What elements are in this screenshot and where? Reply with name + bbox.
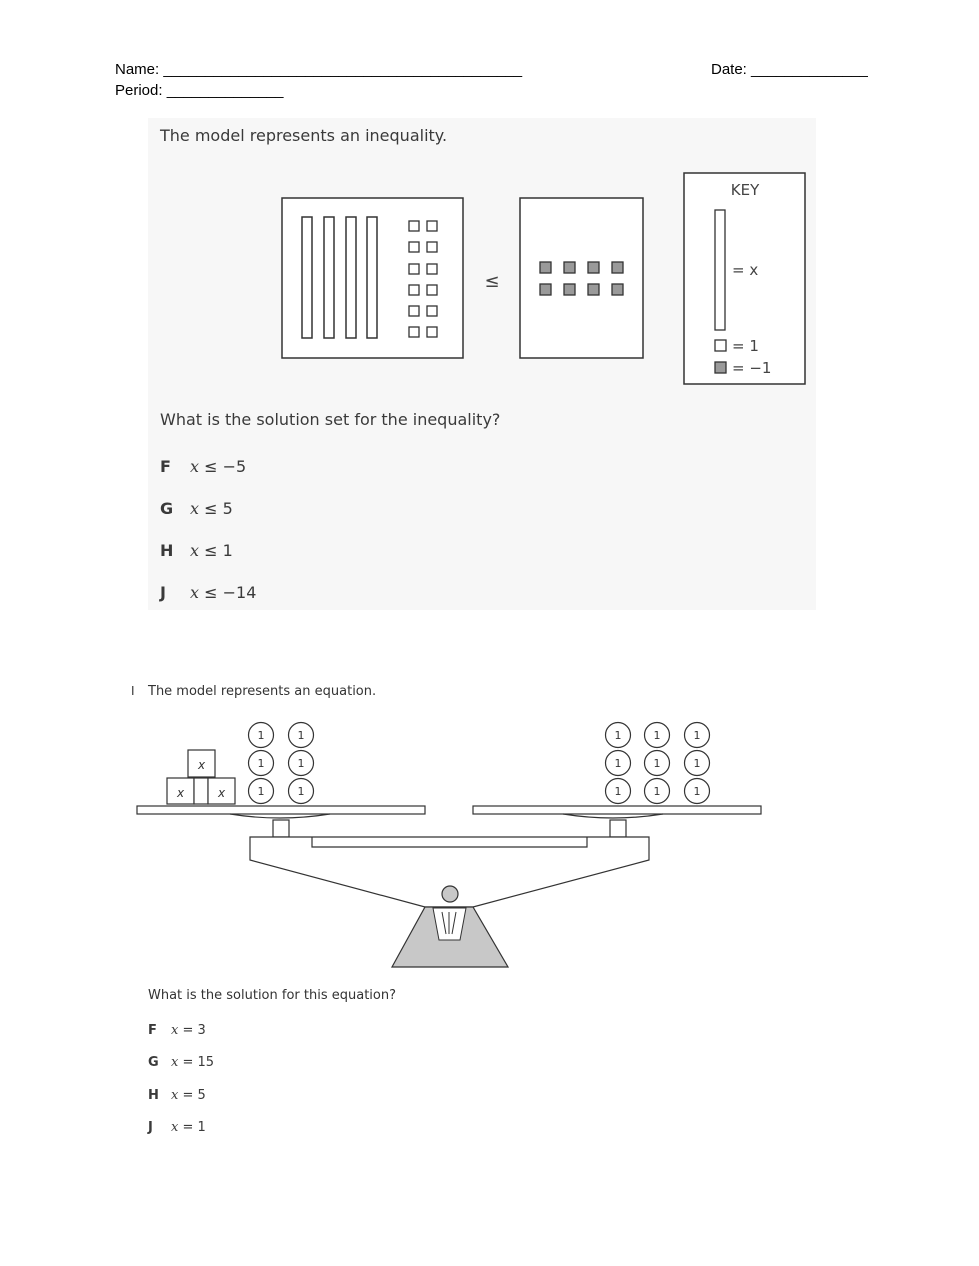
coin-label: 1 xyxy=(653,729,661,742)
inequality-model xyxy=(270,165,815,395)
coin-label: 1 xyxy=(297,785,305,798)
x-tile xyxy=(302,217,312,338)
option-text: ≤ 1 xyxy=(199,541,233,560)
option-text: ≤ −14 xyxy=(199,583,257,602)
key-x-label: = x xyxy=(732,261,759,279)
unit-tile xyxy=(409,264,419,274)
option-variable: x xyxy=(190,583,200,602)
option-letter: J xyxy=(160,583,166,602)
date-field-label: Date: ______________ xyxy=(711,61,868,78)
balance-scale-model xyxy=(130,712,770,974)
option-letter: F xyxy=(148,1023,157,1038)
coin-label: 1 xyxy=(614,785,622,798)
option-text: = 15 xyxy=(178,1055,215,1070)
right-side-box xyxy=(520,198,643,358)
unit-tile xyxy=(427,327,437,337)
coin-label: 1 xyxy=(653,785,661,798)
option-variable: x xyxy=(171,1088,179,1103)
question1-option-f xyxy=(160,457,246,476)
negative-unit-tile xyxy=(564,262,575,273)
key-neg-one-tile xyxy=(715,362,726,373)
x-block-label: x xyxy=(197,758,206,772)
option-variable: x xyxy=(171,1120,179,1135)
unit-tile xyxy=(409,327,419,337)
coin-label: 1 xyxy=(693,757,701,770)
negative-unit-tile xyxy=(564,284,575,295)
option-text: ≤ 5 xyxy=(199,499,233,518)
option-text: = 5 xyxy=(178,1088,206,1103)
coin-label: 1 xyxy=(653,757,661,770)
negative-unit-tile xyxy=(540,284,551,295)
option-letter: F xyxy=(160,457,171,476)
unit-tile xyxy=(409,242,419,252)
unit-tile xyxy=(409,221,419,231)
coin-label: 1 xyxy=(614,757,622,770)
right-post xyxy=(610,820,626,837)
unit-tile xyxy=(427,285,437,295)
option-letter: G xyxy=(160,499,174,518)
coin-label: 1 xyxy=(693,729,701,742)
question2-number-mark: I xyxy=(131,684,135,698)
unit-tile xyxy=(427,242,437,252)
question2-prompt: The model represents an equation. xyxy=(148,684,377,699)
coin-label: 1 xyxy=(257,729,265,742)
coin-label: 1 xyxy=(614,729,622,742)
option-variable: x xyxy=(171,1023,179,1038)
left-post xyxy=(273,820,289,837)
key-neg-one-label: = −1 xyxy=(732,359,772,377)
right-pan xyxy=(473,806,761,814)
question1-prompt: The model represents an inequality. xyxy=(160,126,448,145)
option-letter: J xyxy=(148,1120,153,1135)
coin-label: 1 xyxy=(297,729,305,742)
unit-tile xyxy=(427,306,437,316)
question1-option-g xyxy=(160,499,233,518)
option-text: = 3 xyxy=(178,1023,206,1038)
coin-label: 1 xyxy=(257,785,265,798)
question2-option-j xyxy=(148,1120,206,1135)
unit-tile xyxy=(427,221,437,231)
scale-pivot xyxy=(442,886,458,902)
negative-unit-tile xyxy=(540,262,551,273)
option-variable: x xyxy=(190,499,200,518)
x-block-label: x xyxy=(217,786,226,800)
name-field-label: Name: ___________________________________________ xyxy=(115,61,523,78)
x-tile xyxy=(324,217,334,338)
question2-option-g xyxy=(148,1055,214,1070)
key-one-label: = 1 xyxy=(732,337,759,355)
negative-unit-tile xyxy=(588,284,599,295)
left-coins-group xyxy=(249,723,314,804)
block-divider xyxy=(194,778,208,804)
x-block-label: x xyxy=(176,786,185,800)
coin-label: 1 xyxy=(693,785,701,798)
key-x-tile xyxy=(715,210,725,330)
option-text: ≤ −5 xyxy=(199,457,247,476)
option-text: = 1 xyxy=(178,1120,206,1135)
question1-option-j xyxy=(160,583,256,602)
coin-label: 1 xyxy=(297,757,305,770)
negative-unit-tile xyxy=(588,262,599,273)
x-blocks-group xyxy=(167,750,235,804)
x-tile xyxy=(346,217,356,338)
unit-tile xyxy=(427,264,437,274)
option-letter: H xyxy=(148,1088,159,1103)
question1-question: What is the solution set for the inequality? xyxy=(160,410,501,429)
option-variable: x xyxy=(190,457,200,476)
unit-tile xyxy=(409,285,419,295)
option-variable: x xyxy=(190,541,200,560)
key-title: KEY xyxy=(730,181,760,199)
key-legend xyxy=(684,173,805,384)
period-field-label: Period: ______________ xyxy=(115,82,284,99)
option-letter: G xyxy=(148,1055,159,1070)
unit-tile xyxy=(409,306,419,316)
question2-option-h xyxy=(148,1088,206,1103)
left-pan xyxy=(137,806,425,814)
relation-symbol: ≤ xyxy=(484,271,500,292)
negative-unit-tile xyxy=(612,262,623,273)
right-coins-group xyxy=(606,723,710,804)
x-tile xyxy=(367,217,377,338)
key-one-tile xyxy=(715,340,726,351)
option-letter: H xyxy=(160,541,174,560)
question2-option-f xyxy=(148,1023,206,1038)
question2-question: What is the solution for this equation? xyxy=(148,988,397,1003)
coin-label: 1 xyxy=(257,757,265,770)
negative-unit-tile xyxy=(612,284,623,295)
option-variable: x xyxy=(171,1055,179,1070)
question1-option-h xyxy=(160,541,233,560)
